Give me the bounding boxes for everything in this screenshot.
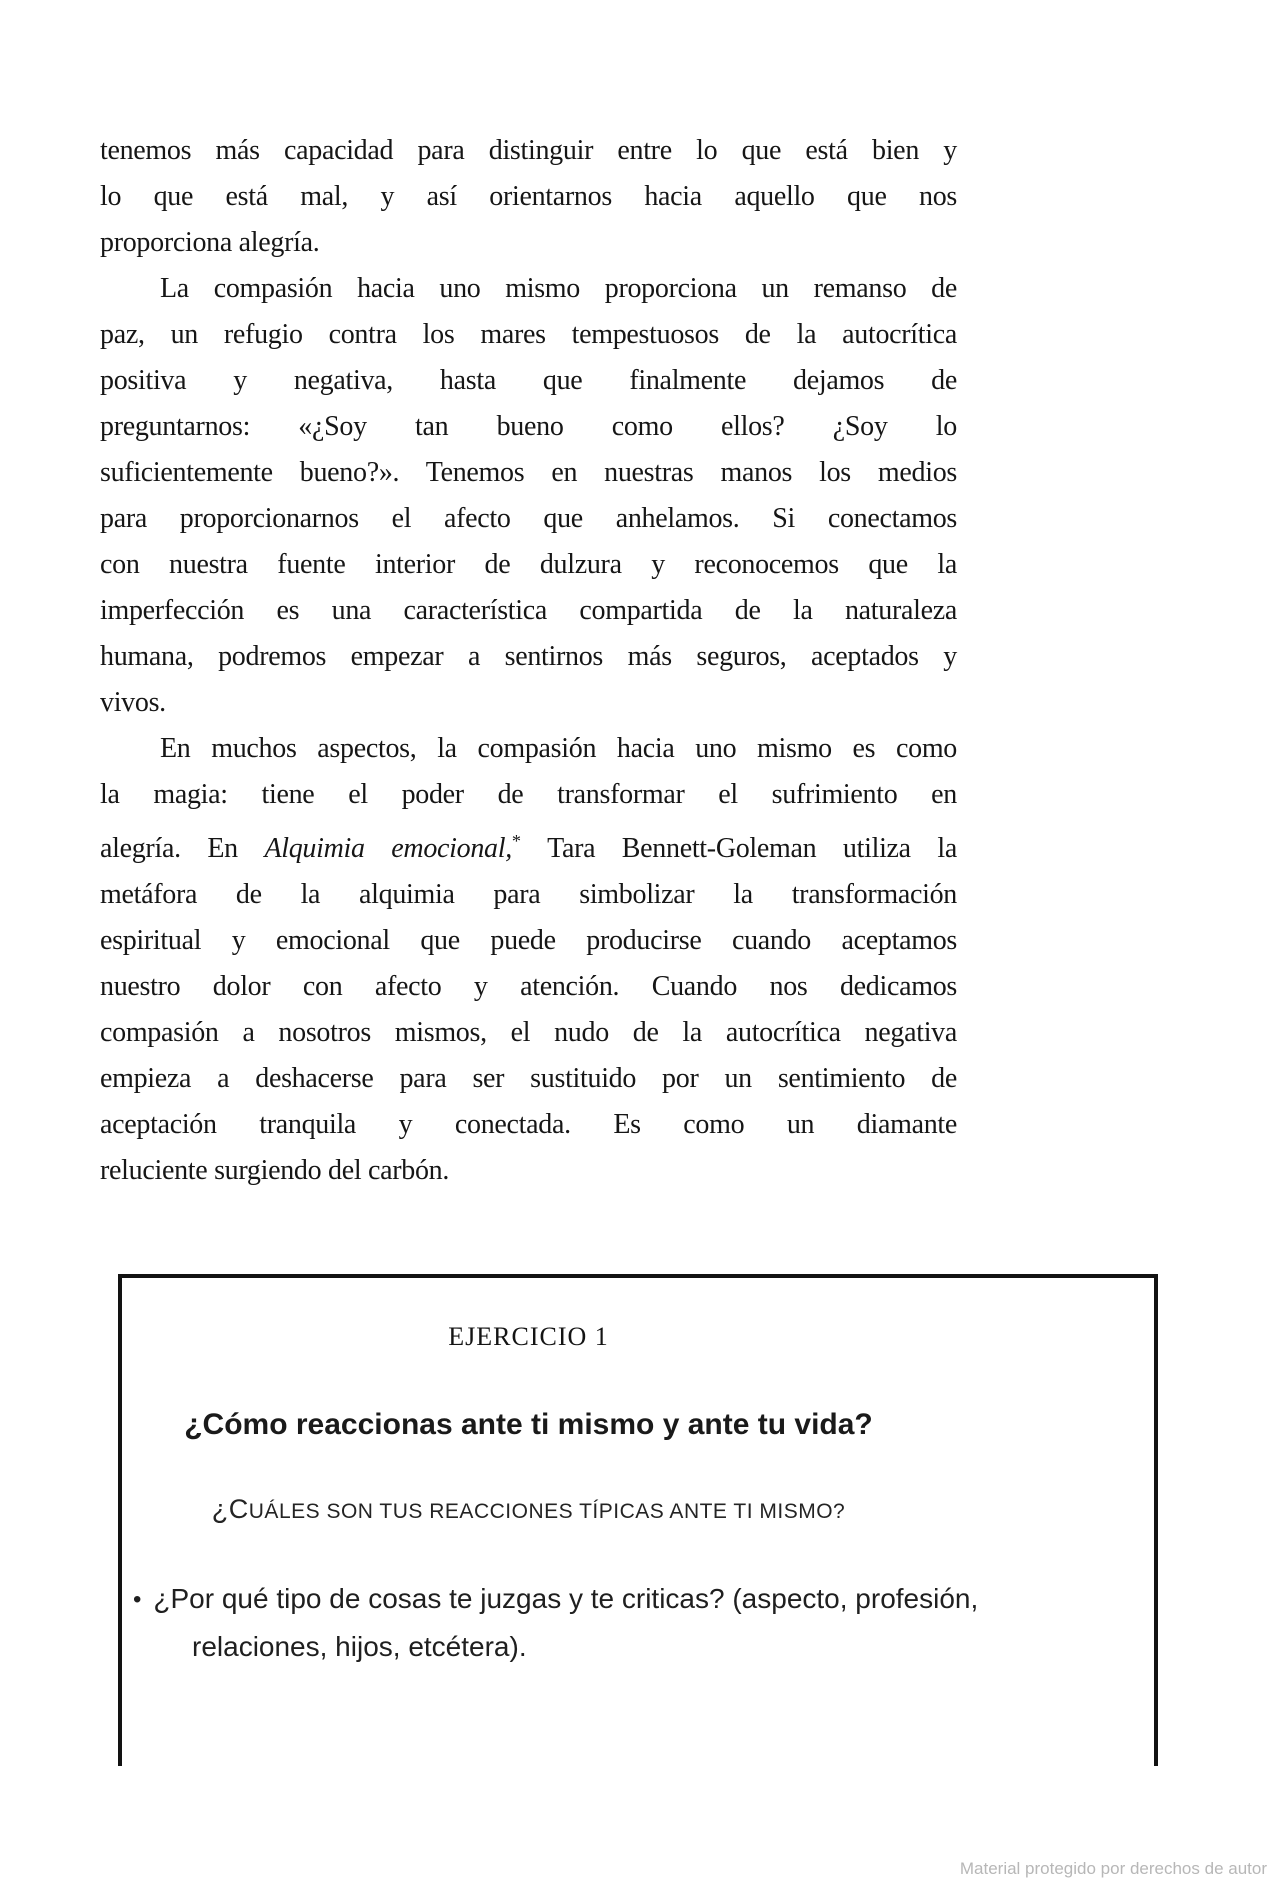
exercise-subtitle xyxy=(100,1494,957,1525)
body-text-line: proporciona alegría. xyxy=(100,227,320,258)
body-text-line: La compasión hacia uno mismo proporciona un remanso de xyxy=(160,273,957,304)
body-text-line: empieza a deshacerse para ser sustituido por un sentimiento de xyxy=(100,1063,957,1094)
exercise-bullet-text-line1: ¿Por qué tipo de cosas te juzgas y te criticas? (aspecto, profesión, xyxy=(153,1583,979,1614)
text-segment: Tara Bennett-Goleman utiliza la xyxy=(521,833,957,864)
body-text-line: espiritual y emocional que puede producirse cuando aceptamos xyxy=(100,925,957,956)
body-text-line: vivos. xyxy=(100,687,166,718)
body-text-line: paz, un refugio contra los mares tempestuosos de la autocrítica xyxy=(100,319,957,350)
book-title-italic: Alquimia emocional, xyxy=(264,833,512,864)
exercise-bullet-item xyxy=(133,1583,978,1615)
footnote-asterisk: * xyxy=(511,831,522,851)
text-segment: alegría. En xyxy=(100,833,265,864)
body-text-line: imperfección es una característica compartida de la naturaleza xyxy=(100,595,957,626)
body-text-line: la magia: tiene el poder de transformar el sufrimiento en xyxy=(100,779,957,810)
body-text-line: para proporcionarnos el afecto que anhelamos. Si conectamos xyxy=(100,503,957,534)
body-text-line: nuestro dolor con afecto y atención. Cuando nos dedicamos xyxy=(100,971,957,1002)
body-text-line: metáfora de la alquimia para simbolizar la transformación xyxy=(100,879,957,910)
body-text-line: con nuestra fuente interior de dulzura y reconocemos que la xyxy=(100,549,957,580)
exercise-label: EJERCICIO 1 xyxy=(448,1322,609,1351)
body-text-line: suficientemente bueno?». Tenemos en nuestras manos los medios xyxy=(100,457,957,488)
body-text-line xyxy=(100,818,957,872)
body-text-line: En muchos aspectos, la compasión hacia uno mismo es como xyxy=(160,733,957,764)
body-text-line: reluciente surgiendo del carbón. xyxy=(100,1155,450,1186)
body-text xyxy=(100,128,957,1194)
body-text-line: compasión a nosotros mismos, el nudo de la autocrítica negativa xyxy=(100,1017,957,1048)
exercise-bullet-text-line2: relaciones, hijos, etcétera). xyxy=(192,1631,527,1662)
copyright-watermark: Material protegido por derechos de autor xyxy=(959,1859,1267,1878)
body-text-line: positiva y negativa, hasta que finalmente dejamos de xyxy=(100,365,957,396)
exercise-subtitle-lead: ¿C xyxy=(211,1494,249,1524)
body-text-line: tenemos más capacidad para distinguir entre lo que está bien y xyxy=(100,135,957,166)
exercise-title: ¿Cómo reaccionas ante ti mismo y ante tu vida? xyxy=(184,1408,873,1441)
exercise-subtitle-rest: UÁLES SON TUS REACCIONES TÍPICAS ANTE TI MISMO? xyxy=(248,1500,846,1523)
body-text-line: aceptación tranquila y conectada. Es como un diamante xyxy=(100,1109,957,1140)
body-text-line: humana, podremos empezar a sentirnos más seguros, aceptados y xyxy=(100,641,957,672)
body-text-line: lo que está mal, y así orientarnos hacia aquello que nos xyxy=(100,181,957,212)
bullet-icon: • xyxy=(133,1586,142,1613)
body-text-line: preguntarnos: «¿Soy tan bueno como ellos? ¿Soy lo xyxy=(100,411,957,442)
